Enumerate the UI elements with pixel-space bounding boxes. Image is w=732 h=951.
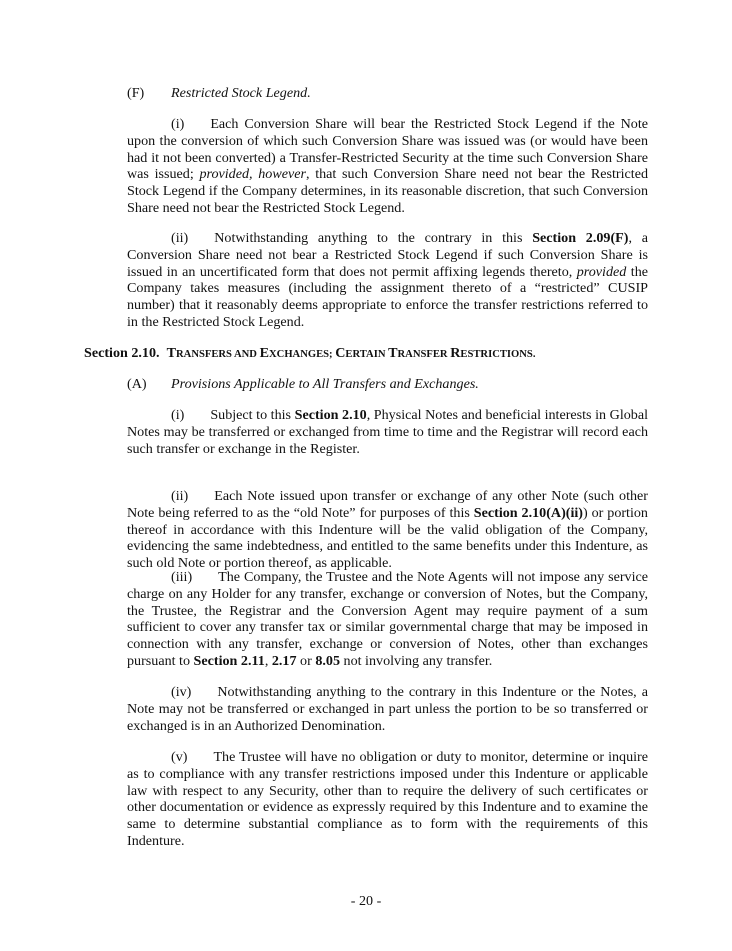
section-reference: 8.05 [315, 652, 340, 669]
section-reference: Section 2.10 [294, 407, 367, 423]
clause-number: (ii) [171, 230, 189, 246]
section-reference: 2.17 [271, 652, 297, 669]
page-number: - 20 - [350, 893, 382, 909]
subsection-label: (A) [127, 376, 147, 392]
clause-number: (ii) [171, 488, 189, 504]
subsection-title: Restricted Stock Legend. [171, 85, 311, 101]
clause-number: (iv) [171, 684, 192, 700]
section-reference: Section 2.09(F) [532, 230, 629, 246]
paragraph-a-ii: (ii) Each Note issued upon transfer or exchange of any other Note (such other Note being referred to as the “old Note” for purposes of this Section 2.10(A)(ii)) or portion thereof in accordance with this Indenture will be the valid obligation of the Company, evidencing the same indebtedness, and entitled to the same benefits under this Indenture, as such old Note or portion thereof, as applicable. [127, 488, 648, 572]
section-reference: Section 2.10(A)(ii) [473, 504, 583, 521]
paragraph-a-i: (i) Subject to this Section 2.10, Physical Notes and beneficial interests in Global Notes may be transferred or exchanged from time to time and the Registrar will record each such transfer or exchange in the Register. [127, 407, 648, 457]
clause-number: (i) [171, 407, 185, 423]
subsection-f-heading [127, 85, 648, 102]
subsection-label: (F) [127, 85, 145, 101]
paragraph-f-i: (i) Each Conversion Share will bear the Restricted Stock Legend if the Note upon the conversion of which such Conversion Share was issued was (or would have been had it not been converted) a Transfer-Restricted Security at the time such Conversion Share was issued; provided, however, that such Conversion Share need not bear the Restricted Stock Legend if the Company determines, in its reasonable discretion, that such Conversion Share need not bear the Restricted Stock Legend. [127, 116, 648, 216]
section-title: TRANSFERS AND EXCHANGES; CERTAIN TRANSFER RESTRICTIONS. [166, 345, 536, 361]
paragraph-a-iv: (iv) Notwithstanding anything to the contrary in this Indenture or the Notes, a Note may not be transferred or exchanged in part unless the portion to be so transferred or exchanged is in an Authorized Denomination. [127, 684, 648, 734]
section-number: Section 2.10. [84, 345, 160, 361]
section-heading [84, 345, 684, 364]
clause-number: (v) [171, 749, 188, 765]
paragraph-a-v: (v) The Trustee will have no obligation or duty to monitor, determine or inquire as to compliance with any transfer restrictions imposed under this Indenture or applicable law with respect to any Security, other than to require the delivery of such certificates or other documentation or evidence as expressly required by this Indenture and to examine the same to determine substantial compliance as to form with the requirements of this Indenture. [127, 749, 648, 849]
subsection-title: Provisions Applicable to All Transfers and Exchanges. [171, 376, 479, 392]
clause-number: (i) [171, 116, 185, 132]
clause-number: (iii) [171, 569, 193, 585]
paragraph-a-iii: (iii) The Company, the Trustee and the Note Agents will not impose any service charge on any Holder for any transfer, exchange or conversion of Notes, but the Company, the Trustee, the Registrar and the Conversion Agent may require payment of a sum sufficient to cover any transfer tax or similar governmental charge that may be imposed in connection with any transfer, exchange or conversion of Notes, other than exchanges pursuant to Section 2.11, 2.17 or 8.05 not involving any transfer. [127, 569, 648, 669]
paragraph-f-ii: (ii) Notwithstanding anything to the contrary in this Section 2.09(F), a Conversion Share need not bear a Restricted Stock Legend if such Conversion Share is issued in an uncertificated form that does not permit affixing legends thereto, provided the Company takes measures (including the assignment thereto of a “restricted” CUSIP number) that it reasonably deems appropriate to enforce the transfer restrictions referred to in the Restricted Stock Legend. [127, 230, 648, 330]
subsection-a-heading [127, 376, 648, 393]
section-reference: Section 2.11 [193, 652, 265, 669]
